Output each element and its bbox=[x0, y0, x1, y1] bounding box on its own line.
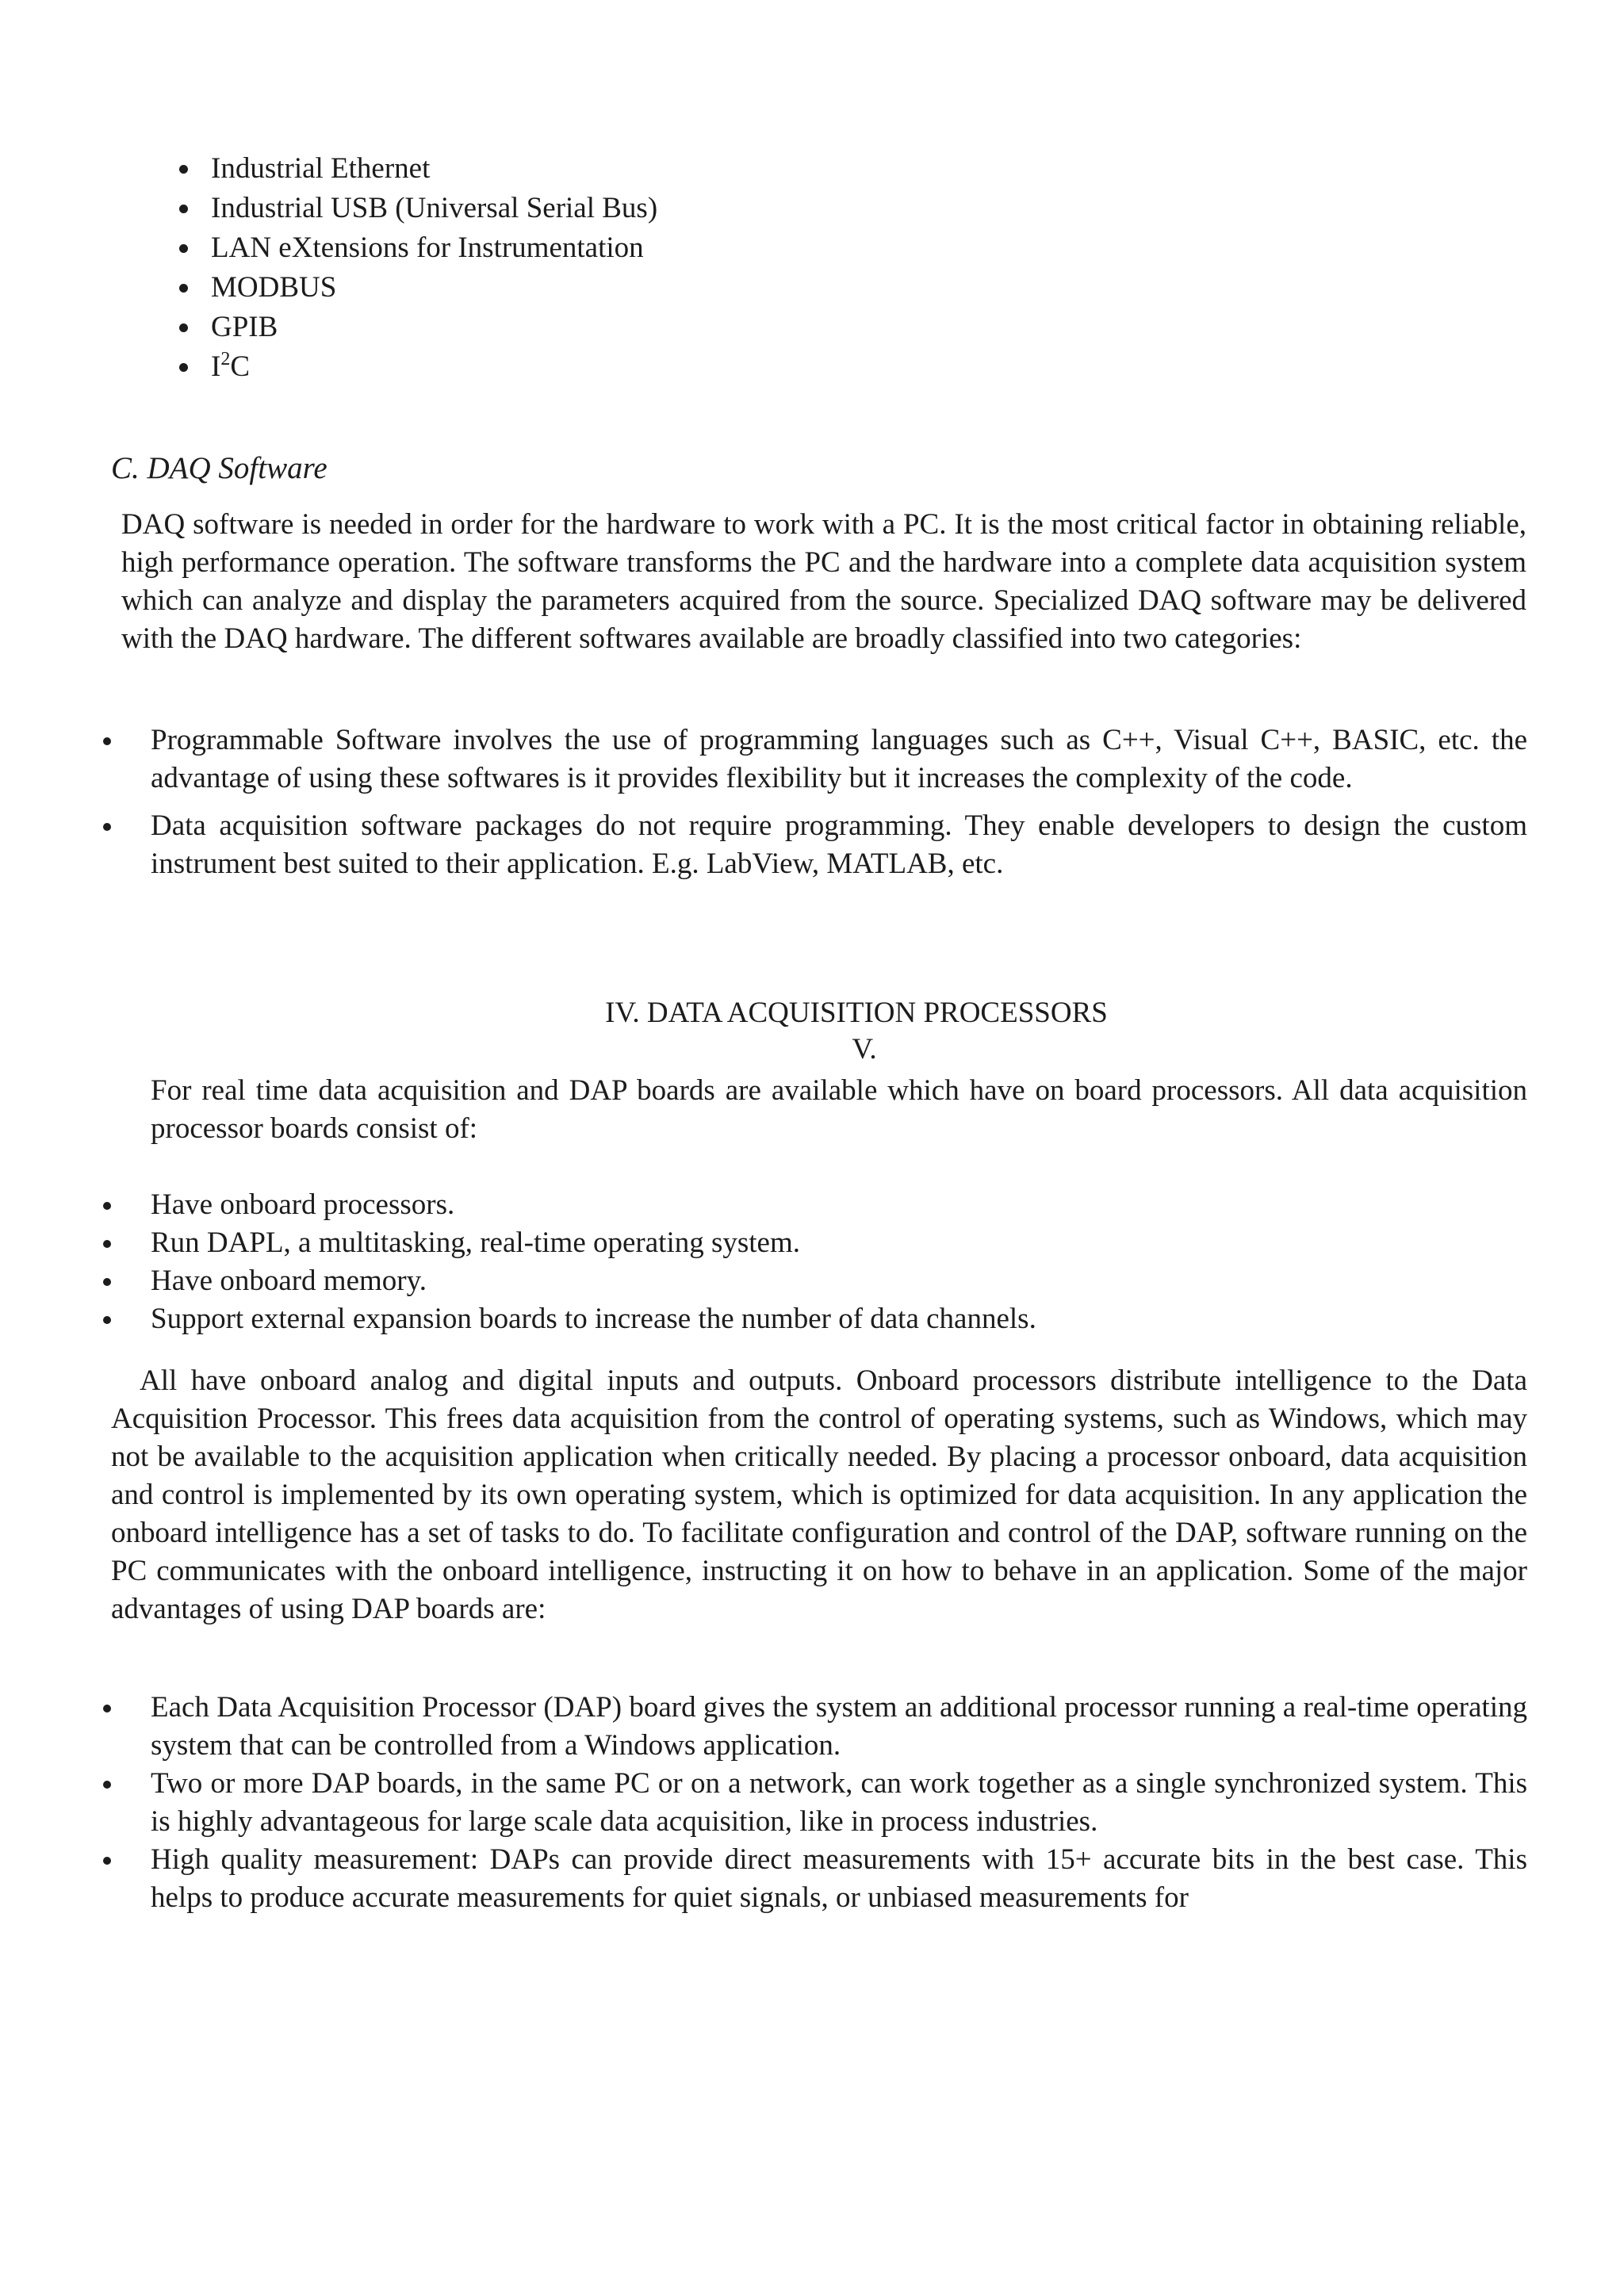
list-item: Support external expansion boards to increase the number of data channels. bbox=[100, 1300, 1527, 1338]
daq-software-paragraph: DAQ software is needed in order for the hardware to work with a PC. It is the most critical factor in obtaining reliable, high performance operation. The software transforms the PC and the hardware into a complete data acquisition system which can analyze and display the parameters acquired from the source. Specialized DAQ software may be delivered with the DAQ hardware. The different softwares available are broadly classified into two categories: bbox=[121, 508, 1526, 655]
list-item: Run DAPL, a multitasking, real-time operating system. bbox=[100, 1224, 1527, 1262]
list-item: Two or more DAP boards, in the same PC or on a network, can work together as a single synchronized system. This is highly advantageous for large scale data acquisition, like in process industries. bbox=[100, 1765, 1527, 1841]
list-item: LAN eXtensions for Instrumentation bbox=[179, 228, 972, 268]
dap-body-paragraph: All have onboard analog and digital inputs and outputs. Onboard processors distribute intelligence to the Data Acquisition Processor. This frees data acquisition from the control of operating systems, such as Windows, which may not be available to the acquisition application when critically needed. By placing a processor onboard, data acquisition and control is implemented by its own operating system, which is optimized for data acquisition. In any application the onboard intelligence has a set of tasks to do. To facilitate configuration and control of the DAP, software running on the PC communicates with the onboard intelligence, instructing it on how to behave in an application. Some of the major advantages of using DAP boards are: bbox=[111, 1364, 1527, 1625]
list-item: Have onboard processors. bbox=[100, 1186, 1527, 1224]
bullet-icon bbox=[179, 205, 188, 213]
list-item: Industrial Ethernet bbox=[179, 149, 972, 189]
bullet-icon bbox=[179, 363, 188, 372]
list-item: Have onboard memory. bbox=[100, 1262, 1527, 1300]
list-item: Data acquisition software packages do not require programming. They enable developers to design the custom instrument best suited to their application. E.g. LabView, MATLAB, etc. bbox=[100, 807, 1527, 883]
list-item: High quality measurement: DAPs can provide direct measurements with 15+ accurate bits in the best case. This helps to produce accurate measurements for quiet signals, or unbiased measurements for bbox=[100, 1841, 1527, 1917]
list-item: GPIB bbox=[179, 308, 972, 347]
bullet-icon bbox=[103, 1857, 111, 1865]
bullet-icon bbox=[179, 323, 188, 332]
dap-intro-paragraph: For real time data acquisition and DAP boards are available which have on board processors. All data acquisition processor boards consist of: bbox=[151, 1074, 1527, 1145]
section-heading-daq-software: C. DAQ Software bbox=[111, 451, 327, 485]
list-item: Programmable Software involves the use of programming languages such as C++, Visual C++, BASIC, etc. the advantage of using these softwares is it provides flexibility but it increases the complexity of the code. bbox=[100, 721, 1527, 798]
section-heading-dap: IV. DATA ACQUISITION PROCESSORS bbox=[605, 997, 1108, 1029]
section-number-v: V. bbox=[852, 1033, 877, 1066]
bullet-icon bbox=[179, 165, 188, 174]
bullet-icon bbox=[103, 1278, 111, 1286]
list-item: MODBUS bbox=[179, 268, 972, 308]
list-item-i2c: $I^2C$ bbox=[179, 347, 972, 387]
bullet-icon bbox=[103, 737, 111, 745]
bullet-icon bbox=[179, 284, 188, 293]
dap-features-list bbox=[100, 1186, 1527, 1338]
list-item: Industrial USB (Universal Serial Bus) bbox=[179, 189, 972, 228]
bullet-icon bbox=[179, 244, 188, 253]
bullet-icon bbox=[103, 1781, 111, 1789]
dap-advantages-list bbox=[100, 1689, 1527, 1917]
list-item: Each Data Acquisition Processor (DAP) board gives the system an additional processor running a real-time operating system that can be controlled from a Windows application. bbox=[100, 1689, 1527, 1765]
bullet-icon bbox=[103, 1705, 111, 1712]
protocol-list bbox=[179, 149, 972, 387]
software-categories-list bbox=[100, 721, 1527, 893]
bullet-icon bbox=[103, 1240, 111, 1248]
bullet-icon bbox=[103, 1202, 111, 1210]
bullet-icon bbox=[103, 1316, 111, 1324]
bullet-icon bbox=[103, 823, 111, 831]
